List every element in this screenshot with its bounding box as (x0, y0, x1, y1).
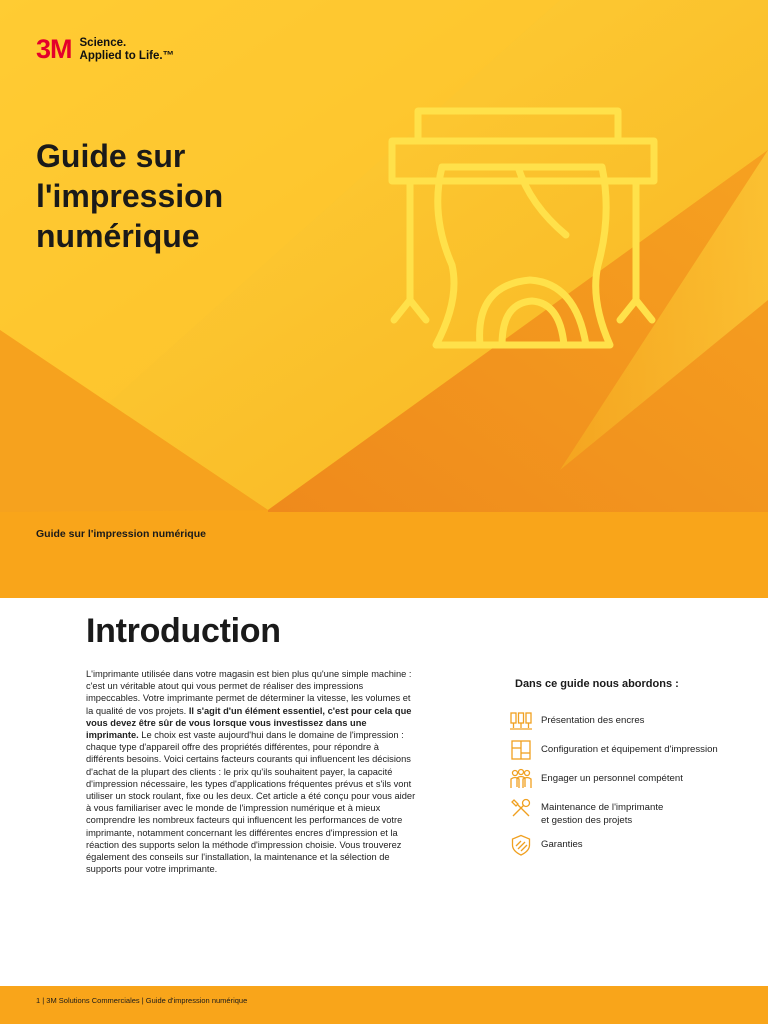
page-footer (0, 986, 768, 1024)
toc-heading: Dans ce guide nous abordons : (515, 678, 679, 690)
section-label: Guide sur l'impression numérique (36, 528, 206, 540)
toc-item-configuration (510, 739, 760, 761)
toc-item-staff (510, 768, 760, 790)
ink-cartridges-icon (510, 710, 532, 732)
team-icon (510, 768, 532, 790)
toc-item-maintenance (510, 797, 760, 827)
toc-item-label: Présentation des encres (541, 715, 645, 726)
intro-heading: Introduction (86, 612, 281, 650)
layout-grid-icon (510, 739, 532, 761)
intro-paragraph: L'imprimante utilisée dans votre magasin est bien plus qu'une simple machine : c'est un véritable atout qui vous permet de réaliser des impressions impeccables. Votre imprimante permet de déterminer la vitesse, les volumes et la qualité de vos projets. Il s'agit d'un élément essentiel, c'est pour cela que vous devez être sûr de vous lorsque vous investissez dans une imprimante. Le choix est vaste aujourd'hui dans le domaine de l'impression : chaque type d'appareil offre des propriétés différentes, pour répondre à différents besoins. Voici certains facteurs courants qui influencent les décisions d'achat de la plupart des clients : le prix qu'ils souhaitent payer, la capacité d'impression nécessaire, les types d'applications fréquentes prévus et s'ils vont utiliser un stock roulant, fixe ou les deux. Cet article a été conçu pour vous aider à vous familiariser avec le monde de l'impression numérique et à mieux comprendre les nombreux facteurs qui influencent les performances de votre imprimante, notamment concernant les différentes encres d'impression et la réaction des supports selon la méthode d'impression choisie. Vous trouverez également des conseils sur l'installation, la maintenance et la sélection de supports pour votre imprimante. (86, 669, 416, 875)
brand-logo (36, 36, 174, 63)
large-format-printer-icon (380, 105, 680, 375)
toc-item-label: Configuration et équipement d'impression (541, 744, 718, 755)
footer-text: 1 | 3M Solutions Commerciales | Guide d'impression numérique (36, 996, 248, 1005)
toc-item-label: Maintenance de l'imprimante et gestion des projets (541, 802, 664, 826)
toc-item-inks (510, 710, 760, 732)
brand-tagline: Science. Applied to Life.™ (79, 37, 175, 62)
page-title: Guide sur l'impression numérique (36, 138, 224, 254)
shield-icon (510, 834, 532, 856)
3m-logo: 3M (36, 34, 72, 64)
toc-item-label: Garanties (541, 839, 583, 850)
toc-item-label: Engager un personnel compétent (541, 773, 683, 784)
tools-icon (510, 797, 532, 819)
toc-item-warranty (510, 834, 760, 856)
toc-list (510, 710, 760, 863)
